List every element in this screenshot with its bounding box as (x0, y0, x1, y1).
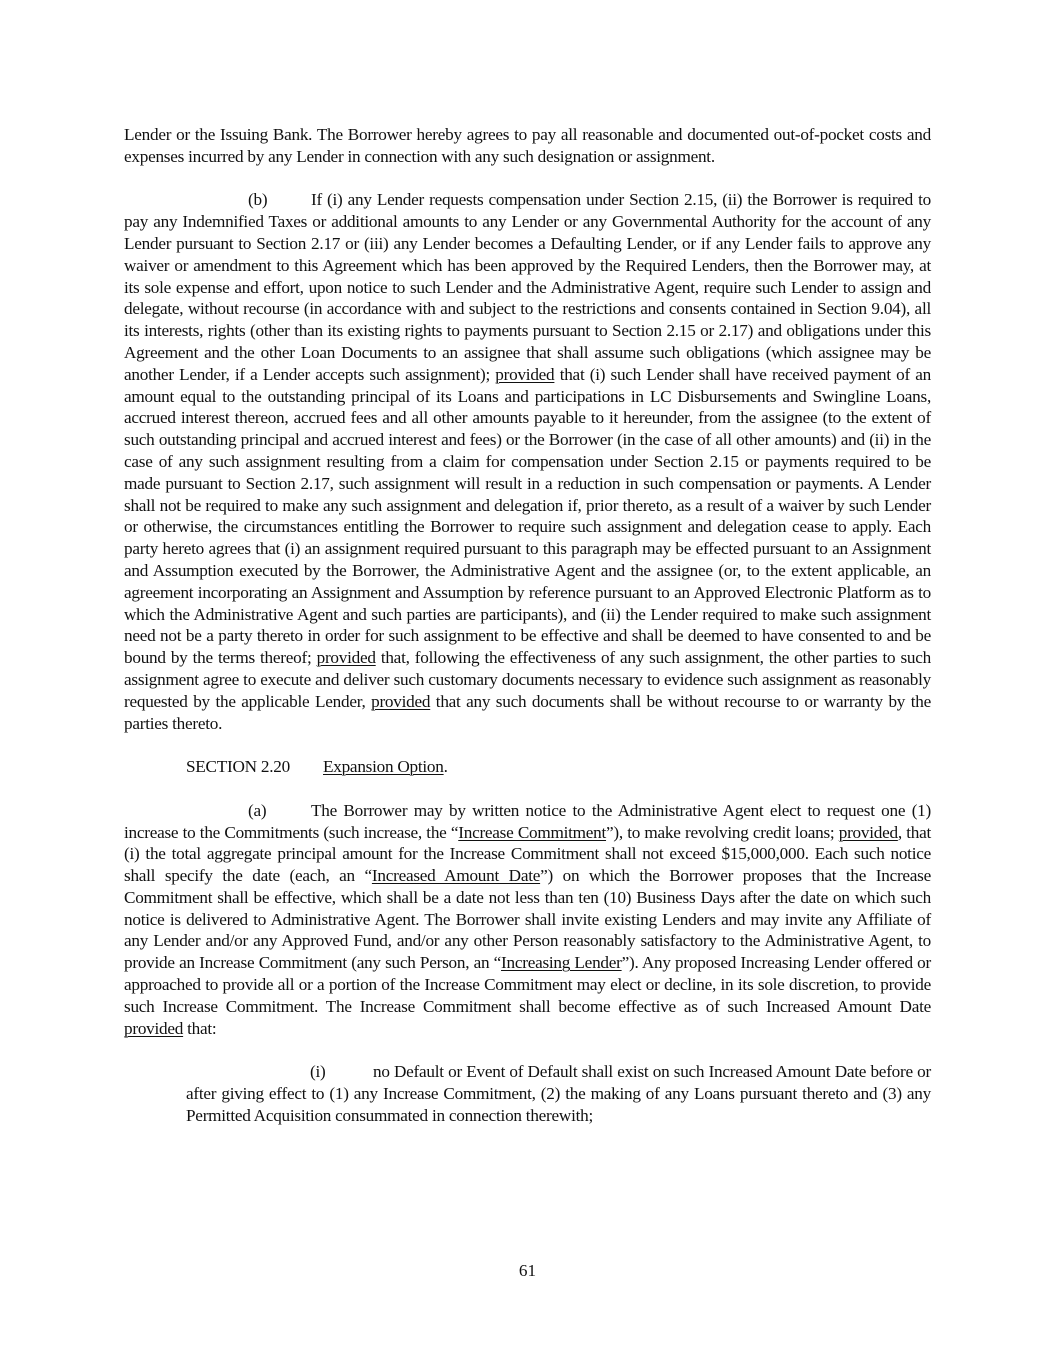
provided-term: provided (371, 691, 431, 711)
paragraph-b (124, 189, 931, 734)
defined-term-increasing-lender: Increasing Lender (501, 953, 622, 973)
paragraph-a-text-1: The Borrower may by written notice to the Administrative Agent elect to request one (1) increase to the Commitments (such increase, the “ (124, 800, 931, 842)
section-heading (186, 756, 931, 778)
provided-term: provided (838, 822, 898, 842)
paragraph-b-text-1: If (i) any Lender requests compensation under Section 2.15, (ii) the Borrower is required to pay any Indemnified Taxes or additional amounts to any Lender or any Governmental Authority for the account of any Lender pursuant to Section 2.17 or (iii) any Lender becomes a Defaulting Lender, or if any Lender fails to approve any waiver or amendment to this Agreement which has been approved by the Required Lenders, then the Borrower may, at its sole expense and effort, upon notice to such Lender and the Administrative Agent, require such Lender to assign and delegate, without recourse (in accordance with and subject to the restrictions and consents contained in Section 9.04), all its interests, rights (other than its existing rights to payments pursuant to Section 2.15 or 2.17) and obligations under this Agreement and the other Loan Documents to an assignee that shall assume such obligations (which assignee may be another Lender, if a Lender accepts such assignment); (124, 190, 931, 384)
provided-term: provided (495, 364, 555, 384)
section-number: SECTION 2.20 (186, 757, 290, 777)
paragraph-label-a: (a) (248, 800, 267, 820)
page-number: 61 (518, 1261, 537, 1280)
paragraph-b-text-4: that any such documents shall be without recourse to or warranty by the parties thereto. (124, 691, 931, 733)
paragraph-a-text-4: ”) on which the Borrower proposes that the Increase Commitment shall be effective, which shall be a date not less than ten (10) Business Days after the date on which such notice is delivered to Administrative Agent. The Borrower shall invite existing Lenders and may invite any Affiliate of any Lender and/or any Approved Fund, and/or any other Person reasonably satisfactory to the Administrative Agent, to provide an Increase Commitment (any such Person, an “ (124, 866, 931, 973)
paragraph-a-text-3: , that (i) the total aggregate principal amount for the Increase Commitment shall not exceed $15,000,000. Each such notice shall specify the date (each, an “ (124, 822, 931, 886)
paragraph-i (186, 1061, 931, 1126)
paragraph-label-i: (i) (310, 1062, 326, 1082)
document-page (124, 124, 931, 1127)
paragraph-continuation: Lender or the Issuing Bank. The Borrower hereby agrees to pay all reasonable and documented out-of-pocket costs and expenses incurred by any Lender in connection with any such designation or assignment. (124, 125, 931, 166)
paragraph-a-text-2: ”), to make revolving credit loans; (606, 822, 839, 842)
paragraph-i-text: no Default or Event of Default shall exist on such Increased Amount Date before or after giving effect to (1) any Increase Commitment, (2) the making of any Loans pursuant thereto and (3) any Permitted Acquisition consummated in connection therewith; (186, 1062, 931, 1125)
defined-term-increased-amount-date: Increased Amount Date (371, 866, 541, 886)
defined-term-increase-commitment: Increase Commitment (458, 822, 607, 842)
paragraph-b-text-2: that (i) such Lender shall have received payment of an amount equal to the outstanding principal of its Loans and participations in LC Disbursements and Swingline Loans, accrued interest thereon, accrued fees and all other amounts payable to it hereunder, from the assignee (to the extent of such outstanding principal and accrued interest and fees) or the Borrower (in the case of all other amounts) and (ii) in the case of any such assignment resulting from a claim for compensation under Section 2.15 or payments required to be made pursuant to Section 2.17, such assignment will result in a reduction in such compensation or payments. A Lender shall not be required to make any such assignment and delegation if, prior thereto, as a result of a waiver by such Lender or otherwise, the circumstances entitling the Borrower to require such assignment and delegation cease to apply. Each party hereto agrees that (i) an assignment required pursuant to this paragraph may be effected pursuant to an Assignment and Assumption executed by the Borrower, the Administrative Agent and the assignee (or, to the extent applicable, an agreement incorporating an Assignment and Assumption by reference pursuant to an Approved Electronic Platform as to which the Administrative Agent and such parties are participants), and (ii) the Lender required to make such assignment need not be a party thereto in order for such assignment to be effective and shall be deemed to have consented to and be bound by the terms thereof; (124, 364, 931, 668)
provided-term: provided (316, 648, 376, 668)
paragraph-a (124, 800, 931, 1040)
section-title: Expansion Option (323, 757, 444, 777)
paragraph-a-text-6: that: (183, 1018, 217, 1038)
paragraph-label-b: (b) (248, 190, 268, 210)
section-title-period: . (443, 757, 448, 777)
provided-term: provided (124, 1018, 184, 1038)
paragraph-b-text-3: that, following the effectiveness of any such assignment, the other parties to such assignment agree to execute and deliver such customary documents necessary to evidence such assignment as reasonably requested by the applicable Lender, (124, 648, 931, 711)
paragraph-a-text-5: ”). Any proposed Increasing Lender offered or approached to provide all or a portion of the Increase Commitment may elect or decline, in its sole discretion, to provide such Increase Commitment. The Increase Commitment shall become effective as of such Increased Amount Date (124, 953, 931, 1016)
